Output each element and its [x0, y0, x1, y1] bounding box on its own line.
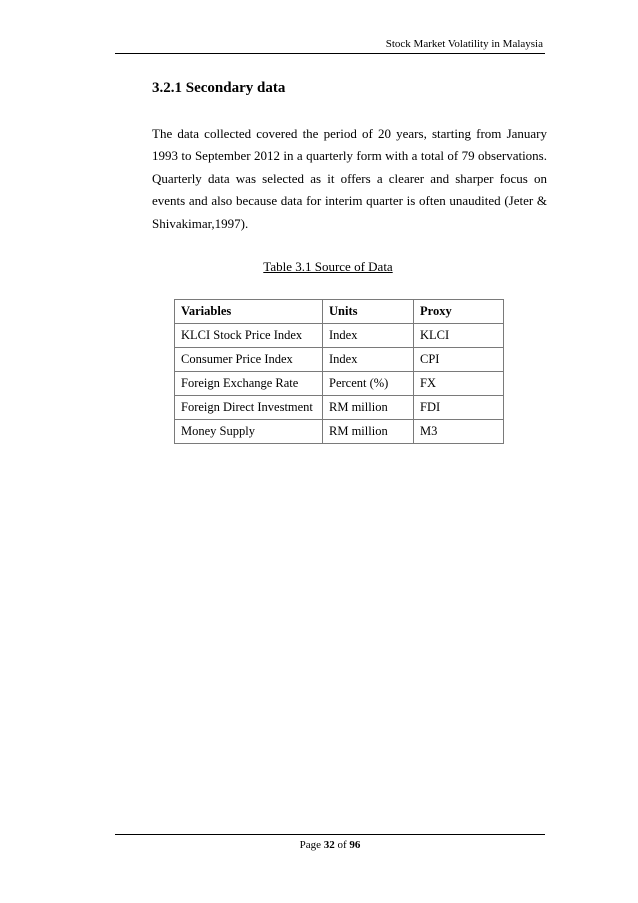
table-caption — [152, 259, 504, 275]
cell-proxy: FDI — [414, 396, 504, 420]
cell-variable: Foreign Direct Investment — [175, 396, 323, 420]
table-row — [175, 324, 504, 348]
header-proxy: Proxy — [414, 300, 504, 324]
cell-variable: Consumer Price Index — [175, 348, 323, 372]
page-footer — [115, 839, 545, 851]
cell-unit: RM million — [323, 396, 414, 420]
cell-unit: Percent (%) — [323, 372, 414, 396]
page-number: 32 — [323, 839, 335, 851]
table-row — [175, 420, 504, 444]
cell-unit: Index — [323, 324, 414, 348]
header-units: Units — [323, 300, 414, 324]
of-label: of — [337, 839, 347, 851]
cell-unit: RM million — [323, 420, 414, 444]
cell-proxy: KLCI — [414, 324, 504, 348]
cell-proxy: CPI — [414, 348, 504, 372]
cell-proxy: M3 — [414, 420, 504, 444]
table-row — [175, 372, 504, 396]
cell-unit: Index — [323, 348, 414, 372]
header-divider — [115, 53, 545, 54]
footer-divider — [115, 834, 545, 835]
source-of-data-table — [174, 299, 504, 444]
cell-variable: Foreign Exchange Rate — [175, 372, 323, 396]
table-header-row — [175, 300, 504, 324]
body-paragraph: The data collected covered the period of 20 years, starting from January 1993 to September 2012 in a quarterly form with a total of 79 observations. Quarterly data was selected as it offers a clearer and sharper focus on events and also because data for interim quarter is often unaudited (Jeter & Shivakimar,1997). — [152, 126, 547, 231]
cell-variable: KLCI Stock Price Index — [175, 324, 323, 348]
table-caption-text: Table 3.1 Source of Data — [263, 259, 393, 274]
table-row — [175, 348, 504, 372]
header-variables: Variables — [175, 300, 323, 324]
running-header: Stock Market Volatility in Malaysia — [385, 38, 543, 50]
cell-variable: Money Supply — [175, 420, 323, 444]
section-heading: 3.2.1 Secondary data — [152, 80, 286, 96]
cell-proxy: FX — [414, 372, 504, 396]
table-row — [175, 396, 504, 420]
page-label: Page — [299, 839, 321, 851]
total-pages: 96 — [349, 839, 361, 851]
